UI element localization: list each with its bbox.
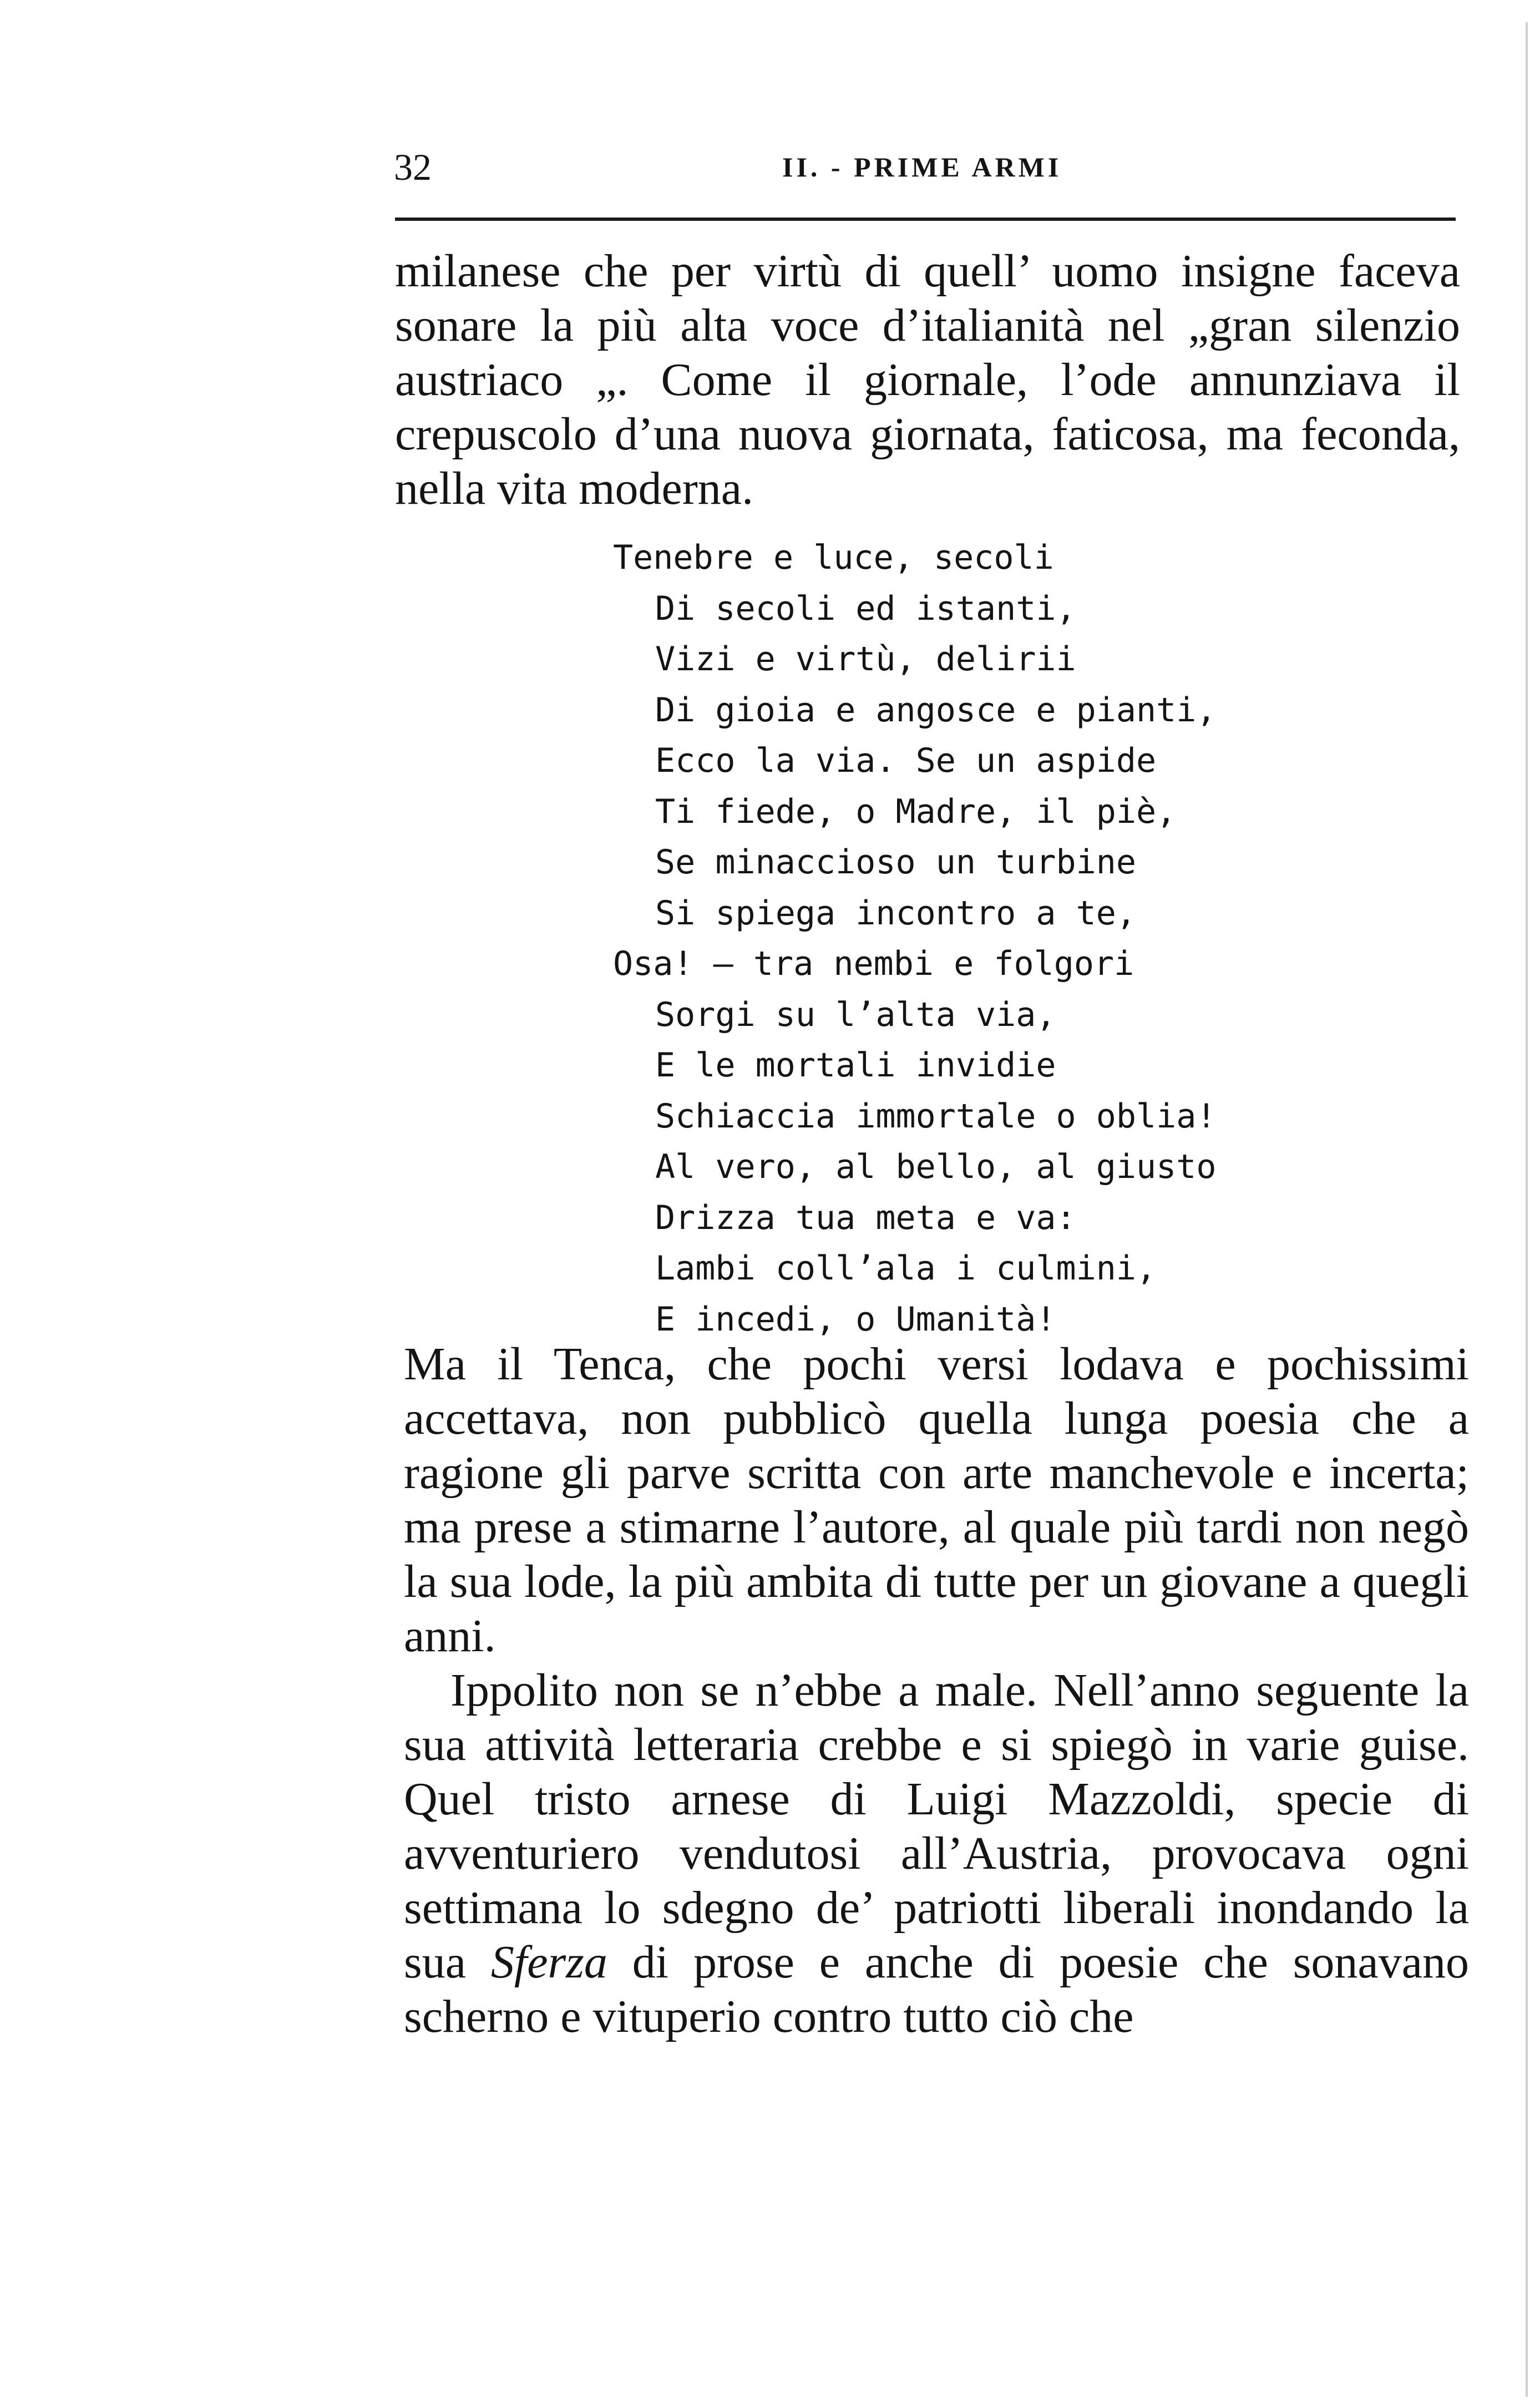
page-edge — [1526, 22, 1528, 2397]
poem-line: Drizza tua meta e va: — [655, 1198, 1076, 1237]
running-title: II. - PRIME ARMI — [782, 151, 1062, 183]
poem-line: Ti fiede, o Madre, il piè, — [655, 792, 1177, 831]
paragraph-tenca: Ma il Tenca, che pochi versi lodava e pochissimi accettava, non pubblicò quella lunga poesia che a ragione gli parve scritta con arte manchevole e incerta; ma prese a stimarne l’autore, al quale più tardi non negò la sua lode, la più ambita di tutte per un giovane a quegli anni. — [404, 1338, 1469, 1662]
poem-line: Tenebre e luce, secoli — [613, 538, 1054, 577]
poem-line: Lambi coll’ala i culmini, — [655, 1249, 1157, 1288]
poem-line: Al vero, al bello, al giusto — [655, 1147, 1217, 1186]
sferza-title: Sferza — [490, 1936, 607, 1988]
page-header — [394, 145, 1453, 190]
header-rule — [395, 217, 1456, 221]
poem-line: Sorgi su l’alta via, — [655, 995, 1056, 1034]
paragraph-top: milanese che per virtù di quell’ uomo insigne faceva sonare la più alta voce d’italianità nel „gran silenzio austriaco „. Come il giornale, l’ode annunziava il crepuscolo d’una nuova giornata, faticosa, ma feconda, nella vita moderna. — [395, 245, 1460, 514]
poem-line: Si spiega incontro a te, — [655, 893, 1136, 933]
poem — [613, 533, 1216, 1345]
poem-line: Vizi e virtù, delirii — [655, 640, 1076, 679]
poem-line: Di gioia e angosce e pianti, — [655, 690, 1217, 730]
prose-bottom — [404, 1337, 1469, 2044]
page-number: 32 — [394, 146, 432, 188]
poem-line: Se minaccioso un turbine — [655, 843, 1136, 882]
poem-line: Ecco la via. Se un aspide — [655, 741, 1157, 780]
paragraph-ippolito-text-2: di prose e anche di poesie che sonavano scherno e vituperio contro tutto ciò che — [404, 1936, 1470, 2042]
paragraph-ippolito-text-1: Ippolito non se n’ebbe a male. Nell’anno seguente la sua attività letteraria crebbe e si spiegò in varie guise. Quel tristo arnese di Luigi Mazzoldi, specie di avventuriero vendutosi all’Austria, provocava ogni settimana lo sdegno de’ patriotti liberali inondando la sua — [404, 1665, 1469, 1988]
poem-line: Schiaccia immortale o oblia! — [655, 1096, 1217, 1136]
paragraph-ippolito — [404, 1663, 1469, 2044]
poem-line: Di secoli ed istanti, — [655, 589, 1076, 628]
poem-line: Osa! — tra nembi e folgori — [613, 944, 1134, 983]
poem-line: E le mortali invidie — [655, 1046, 1056, 1085]
poem-line: E incedi, o Umanità! — [655, 1299, 1056, 1339]
